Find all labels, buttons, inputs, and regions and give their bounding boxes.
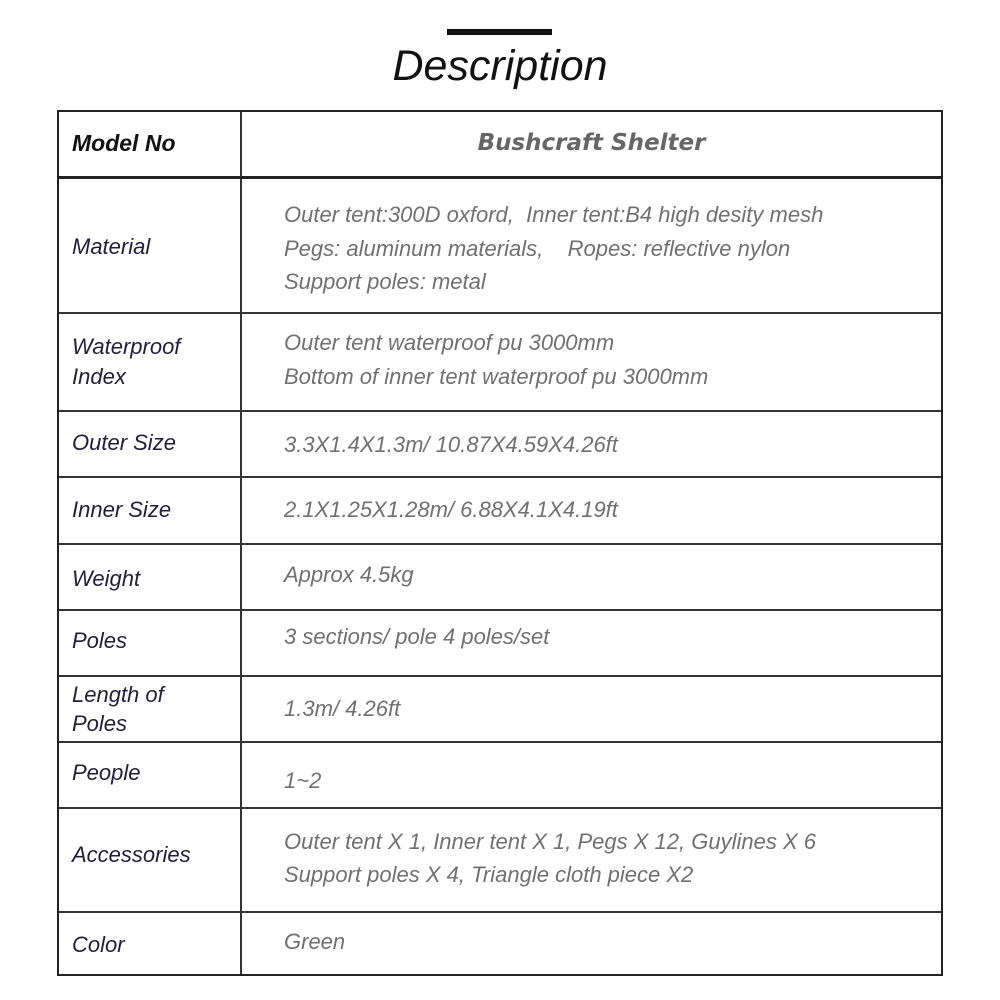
table-row-model-no xyxy=(59,112,941,179)
row-label: Material xyxy=(72,234,151,259)
row-label: Inner Size xyxy=(72,497,172,522)
table-row-weight xyxy=(59,545,941,611)
row-value-line: 3.3X1.4X1.3m/ 10.87X4.59X4.26ft xyxy=(284,432,618,457)
table-row-people xyxy=(59,743,941,809)
table-row-inner-size xyxy=(59,478,941,545)
label-cell xyxy=(59,412,242,476)
row-value-line: 3 sections/ pole 4 poles/set xyxy=(284,624,550,649)
label-cell xyxy=(59,913,242,974)
table-row-material xyxy=(59,179,941,314)
row-label: Poles xyxy=(72,628,128,653)
label-cell xyxy=(59,809,242,911)
label-cell xyxy=(59,545,242,609)
row-label: Model No xyxy=(72,130,176,156)
row-label: Color xyxy=(72,932,125,957)
model-value: Bushcraft Shelter xyxy=(477,130,706,156)
label-cell xyxy=(59,611,242,675)
table-row-accessories xyxy=(59,809,941,913)
label-cell xyxy=(59,179,242,312)
row-label: People xyxy=(72,760,141,785)
row-label: Weight xyxy=(72,566,141,591)
label-cell xyxy=(59,478,242,543)
label-cell xyxy=(59,743,242,807)
row-label: Accessories xyxy=(72,842,191,867)
label-cell xyxy=(59,314,242,410)
row-value-line: Outer tent:300D oxford, Inner tent:B4 high desity mesh xyxy=(284,202,824,227)
table-row-poles xyxy=(59,611,941,677)
table-row-outer-size xyxy=(59,412,941,478)
row-label: Waterproof xyxy=(72,334,181,359)
row-value-line: Pegs: aluminum materials, Ropes: reflective nylon xyxy=(284,236,791,261)
row-value-line: Bottom of inner tent waterproof pu 3000mm xyxy=(284,364,709,389)
row-value-line: Support poles X 4, Triangle cloth piece X2 xyxy=(284,862,694,887)
row-label: Length of xyxy=(72,682,164,707)
row-value-line: 1~2 xyxy=(284,768,322,793)
row-value-line: Outer tent waterproof pu 3000mm xyxy=(284,330,615,355)
title-underline-bar xyxy=(447,29,552,35)
spec-table xyxy=(57,110,943,976)
row-label: Poles xyxy=(72,711,128,736)
row-label: Index xyxy=(72,364,126,389)
row-value-line: Outer tent X 1, Inner tent X 1, Pegs X 12, Guylines X 6 xyxy=(284,829,816,854)
table-row-waterproof-index xyxy=(59,314,941,412)
label-cell xyxy=(59,112,242,176)
table-row-color xyxy=(59,913,941,974)
row-value-line: Approx 4.5kg xyxy=(284,562,414,587)
row-value-line: Support poles: metal xyxy=(284,269,486,294)
row-value-line: 1.3m/ 4.26ft xyxy=(284,696,401,721)
page-title: Description xyxy=(392,42,608,90)
table-row-length-of-poles xyxy=(59,677,941,743)
row-value-line: 2.1X1.25X1.28m/ 6.88X4.1X4.19ft xyxy=(284,497,618,522)
row-value-line: Green xyxy=(284,929,346,954)
label-cell xyxy=(59,677,242,741)
row-label: Outer Size xyxy=(72,430,176,455)
